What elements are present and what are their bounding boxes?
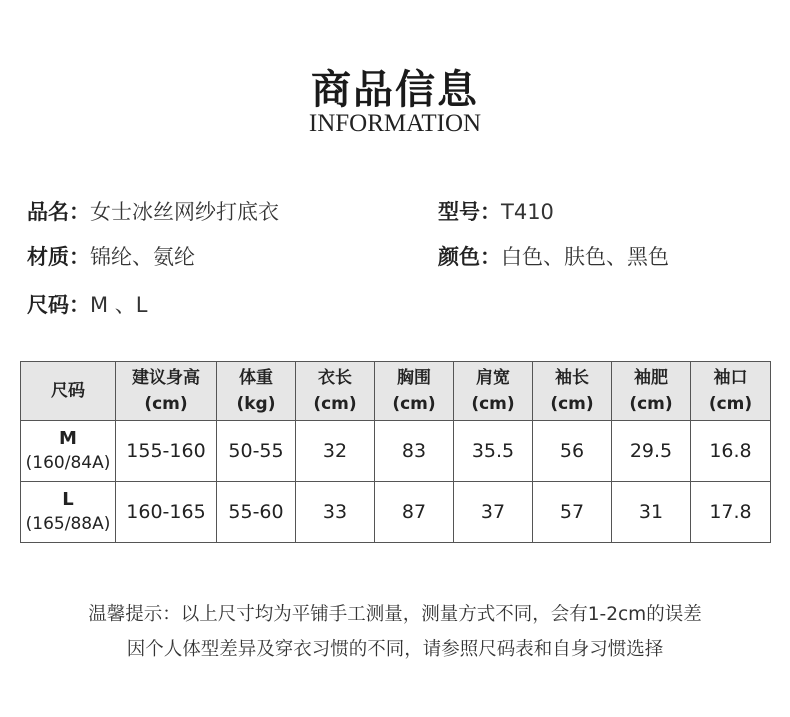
info-color-value: 白色、肤色、黑色 (501, 245, 669, 269)
header-shoulder (454, 362, 533, 421)
table-row (21, 482, 771, 543)
info-size-value: M 、L (90, 293, 148, 317)
table-cell: 33 (296, 482, 375, 543)
table-cell: 55-60 (217, 482, 296, 543)
info-model-label: 型号： (438, 200, 501, 224)
header-weight-unit: (kg) (236, 394, 276, 414)
header-size-label: 尺码 (51, 381, 85, 401)
size-table (20, 361, 771, 543)
table-cell: 83 (375, 421, 454, 482)
header-weight (217, 362, 296, 421)
info-product-name-value: 女士冰丝网纱打底衣 (90, 200, 279, 224)
info-model (438, 196, 554, 226)
info-product-name-label: 品名： (27, 200, 90, 224)
table-cell: 155-160 (116, 421, 217, 482)
header-bust-label: 胸围 (397, 368, 431, 388)
header-sleeve-width (612, 362, 691, 421)
table-cell: 57 (533, 482, 612, 543)
header-weight-label: 体重 (239, 368, 273, 388)
header-sleeve-width-unit: (cm) (629, 394, 673, 414)
info-material-value: 锦纶、氨纶 (90, 245, 195, 269)
size-code: L (62, 489, 74, 510)
header-height-unit: (cm) (144, 394, 188, 414)
table-cell: 16.8 (691, 421, 771, 482)
header-cuff-unit: (cm) (708, 394, 753, 414)
header-sleeve-width-label: 袖肥 (634, 368, 668, 388)
size-spec: (165/88A) (25, 514, 111, 534)
header-shoulder-unit: (cm) (471, 394, 515, 414)
info-color-label: 颜色： (438, 245, 501, 269)
table-cell: 17.8 (691, 482, 771, 543)
header-height-label: 建议身高 (132, 368, 200, 388)
info-material (27, 241, 195, 271)
table-row (21, 421, 771, 482)
header-bust (375, 362, 454, 421)
info-size (27, 289, 148, 319)
info-size-label: 尺码： (27, 293, 90, 317)
table-cell: 31 (612, 482, 691, 543)
header-sleeve-length-label: 袖长 (555, 368, 589, 388)
header-length (296, 362, 375, 421)
header-sleeve-length (533, 362, 612, 421)
table-cell: 32 (296, 421, 375, 482)
size-cell (21, 421, 116, 482)
table-cell: 37 (454, 482, 533, 543)
header-sleeve-length-unit: (cm) (550, 394, 594, 414)
table-cell: 160-165 (116, 482, 217, 543)
header-cuff-label: 袖口 (713, 368, 748, 388)
table-cell: 35.5 (454, 421, 533, 482)
header-cuff (691, 362, 771, 421)
header-bust-unit: (cm) (392, 394, 436, 414)
header-size (21, 362, 116, 421)
info-material-label: 材质： (27, 245, 90, 269)
table-cell: 56 (533, 421, 612, 482)
header-height (116, 362, 217, 421)
note-line-2: 因个人体型差异及穿衣习惯的不同，请参照尺码表和自身习惯选择 (126, 639, 664, 660)
size-table-header-row (21, 362, 771, 421)
note-line-1: 温馨提示：以上尺寸均为平铺手工测量，测量方式不同，会有1-2cm的误差 (88, 604, 702, 625)
info-product-name (27, 196, 279, 226)
header-length-label: 衣长 (318, 368, 352, 388)
page-title: 商品信息 (311, 67, 479, 113)
page-subtitle: INFORMATION (308, 110, 482, 137)
size-cell (21, 482, 116, 543)
table-cell: 29.5 (612, 421, 691, 482)
info-model-value: T410 (501, 200, 554, 224)
size-spec: (160/84A) (25, 453, 111, 473)
size-code: M (59, 428, 77, 449)
header-length-unit: (cm) (313, 394, 357, 414)
table-cell: 50-55 (217, 421, 296, 482)
info-color (438, 241, 669, 271)
header-shoulder-label: 肩宽 (476, 368, 510, 388)
table-cell: 87 (375, 482, 454, 543)
